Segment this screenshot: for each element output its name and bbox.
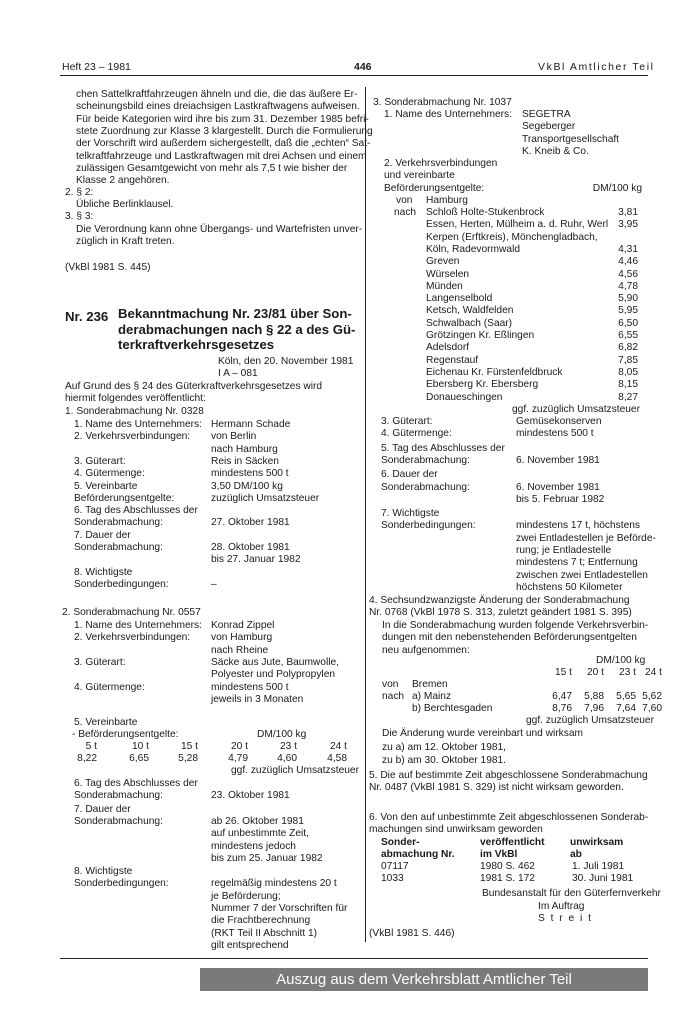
destination: Kerpen (Erftkreis), Mönchengladbach, [426,231,598,243]
destination: Langenselbold [426,293,493,305]
table-cell: 1980 S. 462 [480,861,535,872]
destination: Grötzingen Kr. Eßlingen [426,330,535,341]
destination: Greven [426,256,460,268]
field-label: 2. Verkehrsverbindungen: [74,431,191,443]
intro-line: Für beide Kategorien wird ihre bis zum 31. Dezember 1985 befri- [76,113,369,125]
field-label: Sonderabmachung: [381,454,470,466]
paragraph-line: Nr. 0768 (VkBl 1978 S. 313, zuletzt geändert 1981 S. 395) [369,607,632,619]
vat-note: ggf. zuzüglich Umsatzsteuer [231,765,359,776]
rate-unit: DM/100 kg [257,729,307,740]
destination-rate: 8,15 [618,379,638,391]
rate-value: 4,79 [228,753,248,764]
field-label: Sonderabmachung: [74,517,163,529]
destination-rate: 7,85 [618,354,638,366]
field-value: je Beförderung; [211,890,281,902]
intro-line: Klasse 2 angehören. [76,175,170,187]
rate-value: 5,28 [178,753,198,764]
section-heading: 2. § 2: [65,187,94,198]
header-rule [60,75,648,76]
von-label: von [396,195,413,206]
table-header: ab [570,849,582,861]
destination-rate: 8,27 [618,391,638,403]
field-value: 6. November 1981 [516,481,600,493]
field-label: Sonderabmachung: [74,542,163,553]
rate-weight: 23 t [619,667,636,678]
table-header: abmachung Nr. [381,849,455,861]
rate-value: 7,64 [616,703,636,715]
paragraph-line: zu a) am 12. Oktober 1981, [382,742,507,754]
vat-note: ggf. zuzüglich Umsatzsteuer [512,404,640,415]
table-cell: 1. Juli 1981 [572,861,625,872]
destination: Köln, Radevormwald [426,243,520,255]
field-label: 8. Wichtigste [74,566,133,578]
rate-weight: 24 t [645,667,662,678]
field-label: 5. Tag des Abschlusses der [381,442,505,454]
destination-rate: 4,31 [618,243,638,255]
field-label: 6. Tag des Abschlusses der [74,505,198,517]
nach-label: nach [382,691,405,702]
notice-title: derabmachungen nach § 22 a des Gü- [118,321,356,337]
destination: Donaueschingen [426,391,503,403]
field-value: nach Hamburg [211,443,278,455]
field-value: Konrad Zippel [211,620,275,631]
place-date: Köln, den 20. November 1981 [218,356,354,367]
table-cell: 07117 [381,861,409,872]
destination: Ketsch, Waldfelden [426,305,514,317]
rate-unit: DM/100 kg [592,183,642,194]
field-value: nach Rheine [211,644,269,656]
rate-value: 8,76 [552,703,572,715]
field-value: ab 26. Oktober 1981 [211,815,304,827]
destination-rate: 3,95 [618,219,638,231]
intro-line: stete Zuordnung zur Klasse 3 klargestellt. Durch die Formulierung [76,125,373,137]
destination: Eichenau Kr. Fürstenfeldbruck [426,366,563,378]
paragraph-line: 5. Die auf bestimmte Zeit abgeschlossene Sonderabmachung [369,770,648,781]
notice-title: terkraftverkehrsgesetzes [118,337,275,352]
field-value: zwischen zwei Entladestellen [516,569,648,581]
table-cell: 30. Juni 1981 [572,873,634,885]
table-header: Sonder- [381,837,420,848]
page-number: 446 [354,61,372,73]
destination-rate: 8,05 [618,366,638,378]
field-value: Gemüsekonserven [516,416,602,427]
rate-value: 5,65 [616,691,636,702]
field-value: von Hamburg [211,632,273,644]
rate-value: 7,60 [642,703,662,715]
field-value: mindestens 500 t [211,468,289,480]
rate-weight: 15 t [555,667,572,678]
field-label: Beförderungsentgelte: [384,182,485,194]
field-value: 3,50 DM/100 kg [211,480,283,492]
agreement-heading: 1. Sonderabmachung Nr. 0328 [65,406,204,417]
field-label: 8. Wichtigste [74,866,133,878]
section-heading: 3. § 3: [65,211,94,222]
field-value: 27. Oktober 1981 [211,517,290,529]
field-label: Sonderabmachung: [381,481,470,493]
field-label: Sonderbedingungen: [381,520,476,532]
destination: Würselen [426,268,470,280]
rate-weight: 15 t [181,741,198,752]
destination-rate: 4,78 [618,280,638,292]
rate-weight: 10 t [132,741,149,752]
destination-rate: 4,56 [618,268,638,280]
field-label: Sonderbedingungen: [74,878,169,890]
publication-title: VkBl Amtlicher Teil [538,61,655,73]
text-line: Übliche Berlinklausel. [76,199,174,210]
rate-value: 4,60 [277,753,297,764]
field-label: 6. Tag des Abschlusses der [74,778,198,789]
field-value: Hermann Schade [211,419,291,430]
field-value: bis zum 25. Januar 1982 [211,852,323,864]
paragraph-line: 4. Sechsundzwanzigste Änderung der Sonderabmachung [369,595,630,606]
field-value: mindestens 500 t [211,681,289,693]
destination: Münden [426,280,463,292]
field-label: Sonderbedingungen: [74,578,169,590]
field-value: rung; je Entladestelle [516,545,612,556]
origin-city: Bremen [412,679,448,690]
origin-city: Hamburg [426,195,468,206]
destination-rate: 6,55 [618,330,638,341]
field-label: 3. Güterart: [74,656,126,668]
field-value: mindestens 17 t, höchstens [516,520,641,532]
field-value: Polyester und Polypropylen [211,669,336,681]
vat-note: ggf. zuzüglich Umsatzsteuer [526,715,654,726]
reference: (VkBl 1981 S. 445) [65,262,151,273]
footer-rule [60,958,648,959]
agreement-heading: 3. Sonderabmachung Nr. 1037 [373,97,512,108]
field-value: Säcke aus Jute, Baumwolle, [211,656,339,668]
field-label: Beförderungsentgelte: [74,492,175,504]
reference: (VkBl 1981 S. 446) [369,928,455,939]
field-label: 4. Gütermenge: [381,428,452,440]
field-label: 1. Name des Unternehmers: [74,419,202,430]
field-value: zwei Entladestellen je Beförde- [516,532,656,544]
field-value: mindestens 500 t [516,428,594,440]
company-line: K. Kneib & Co. [522,145,589,157]
text-line: züglich in Kraft treten. [76,236,175,248]
field-value: (RKT Teil II Abschnitt 1) [211,927,318,939]
signature-office: Bundesanstalt für den Güterfernverkehr [482,888,661,899]
destination-rate: 3,81 [618,207,638,218]
field-value: jeweils in 3 Monaten [211,693,304,705]
company-line: Segeberger [522,121,576,133]
field-value: Reis in Säcken [211,455,279,467]
paragraph-line: zu b) am 30. Oktober 1981. [382,754,507,766]
field-value: Nummer 7 der Vorschriften für [211,903,348,914]
table-cell: 1981 S. 172 [480,873,535,885]
intro-line: scheinungsbild eines dreiachsigen Lastkraftwagens aufweisen. [76,101,360,113]
signature-line: Im Auftrag [538,901,585,912]
intro-line: chen Sattelkraftfahrzeugen ähneln und die, die das äußere Er- [76,89,358,100]
table-header: veröffentlicht [480,837,545,848]
destination-rate: 6,50 [618,317,638,329]
destination-rate: 5,90 [618,293,638,305]
field-label: 7. Wichtigste [381,508,440,520]
rate-value: 6,65 [129,753,149,764]
destination: Adelsdorf [426,342,470,354]
intro-line: zulässigen Gesamtgewicht von mehr als 7,5 t wie bisher der [76,162,348,174]
field-label: 2. Verkehrsverbindungen [384,158,498,169]
table-header: im VkBl [480,849,518,861]
footer-banner: Auszug aus dem Verkehrsblatt Amtlicher Teil [200,968,648,991]
paragraph-line: 6. Von den auf unbestimmte Zeit abgeschlossenen Sonderab- [369,812,649,823]
field-label: 5. Vereinbarte [74,480,138,492]
field-label: 7. Dauer der [74,803,131,815]
notice-title: Bekanntmachung Nr. 23/81 über Son- [118,306,352,321]
field-label: Sonderabmachung: [74,790,163,802]
destination: Essen, Herten, Mülheim a. d. Ruhr, Werl [426,219,609,231]
field-label: 3. Güterart: [74,455,126,467]
preamble-line: Auf Grund des § 24 des Güterkraftverkehrsgesetzes wird [65,381,323,392]
issue-label: Heft 23 – 1981 [62,61,131,73]
field-label: 4. Gütermenge: [74,468,145,480]
field-label: 5. Vereinbarte [74,717,138,728]
notice-number: Nr. 236 [65,309,109,324]
field-label: 6. Dauer der [381,469,438,481]
field-value: mindestens 7 t; Entfernung [516,557,638,569]
field-value: – [211,578,217,590]
rate-value: 4,58 [327,753,347,764]
rate-weight: 20 t [231,741,248,752]
paragraph-line: dungen mit den nebenstehenden Beförderungsentgelten [382,632,637,644]
field-value: auf unbestimmte Zeit, [211,828,309,840]
field-label: 4. Gütermenge: [74,681,145,693]
rate-weight: 23 t [280,741,297,752]
rate-value: 8,22 [77,753,97,764]
nach-label: nach [394,207,417,218]
table-header: unwirksam [570,837,624,848]
text-line: Die Verordnung kann ohne Übergangs- und Wartefristen unver- [76,224,363,235]
field-label: 2. Verkehrsverbindungen: [74,632,191,644]
field-label: 1. Name des Unternehmers: [384,109,512,120]
rate-value: 6,47 [552,691,572,702]
company-line: SEGETRA [522,109,571,120]
paragraph-line: In die Sonderabmachung wurden folgende Verkehrsverbin- [382,620,649,631]
field-value: 6. November 1981 [516,454,600,466]
field-value: 23. Oktober 1981 [211,790,290,802]
field-value: 28. Oktober 1981 [211,542,290,553]
field-label: und vereinbarte [384,170,455,182]
table-cell: 1033 [381,873,404,885]
paragraph-line: Nr. 0487 (VkBl 1981 S. 329) ist nicht wirksam geworden. [369,782,624,794]
von-label: von [382,679,399,690]
rate-unit: DM/100 kg [596,655,646,666]
rate-value: 5,62 [642,691,662,702]
rate-value: 7,96 [584,703,604,715]
destination-rate: 5,95 [618,305,638,317]
field-value: regelmäßig mindestens 20 t [211,878,337,890]
destination: Regenstauf [426,354,479,366]
field-value: zuzüglich Umsatzsteuer [211,492,320,504]
paragraph-line: Die Änderung wurde vereinbart und wirksam [382,728,584,739]
field-value: mindestens jedoch [211,840,296,852]
destination: Schwalbach (Saar) [426,317,513,329]
field-label: Sonderabmachung: [74,815,163,827]
field-value: von Berlin [211,431,257,443]
field-label: 1. Name des Unternehmers: [74,620,202,631]
rate-weight: 5 t [85,741,97,752]
destination: Ebersberg Kr. Ebersberg [426,379,539,391]
destination-rate: 4,46 [618,256,638,268]
destination-rate: 6,82 [618,342,638,354]
signature-name: S t r e i t [538,913,593,924]
rate-weight: 20 t [587,667,604,678]
destination: Schloß Holte-Stukenbrock [426,207,545,218]
paragraph-line: machungen sind unwirksam geworden [369,824,543,836]
column-divider [365,87,366,942]
company-line: Transportgesellschaft [522,133,620,145]
field-value: bis 27. Januar 1982 [211,554,301,566]
agreement-heading: 2. Sonderabmachung Nr. 0557 [62,607,201,618]
destination: a) Mainz [412,691,452,702]
field-value: gilt entsprechend [211,939,289,951]
field-label: 7. Dauer der [74,529,131,541]
destination: b) Berchtesgaden [412,703,493,715]
field-label: 3. Güterart: [381,416,433,427]
intro-line: der Vorschrift wird außerdem sichergestellt, daß die „echten“ Sat- [76,138,371,150]
field-value: bis 5. Februar 1982 [516,493,605,505]
rate-weight: 24 t [330,741,347,752]
preamble-line: hiermit folgendes veröffentlicht: [65,393,206,405]
intro-line: telkraftfahrzeuge und Lastkraftwagen mit drei Achsen und einem [76,150,367,162]
rate-value: 5,88 [584,691,604,702]
file-number: I A – 081 [218,368,258,379]
field-label: - Beförderungsentgelte: [72,729,179,740]
paragraph-line: neu aufgenommen: [382,644,470,656]
field-value: höchstens 50 Kilometer [516,581,623,593]
field-value: die Frachtberechnung [211,915,311,927]
